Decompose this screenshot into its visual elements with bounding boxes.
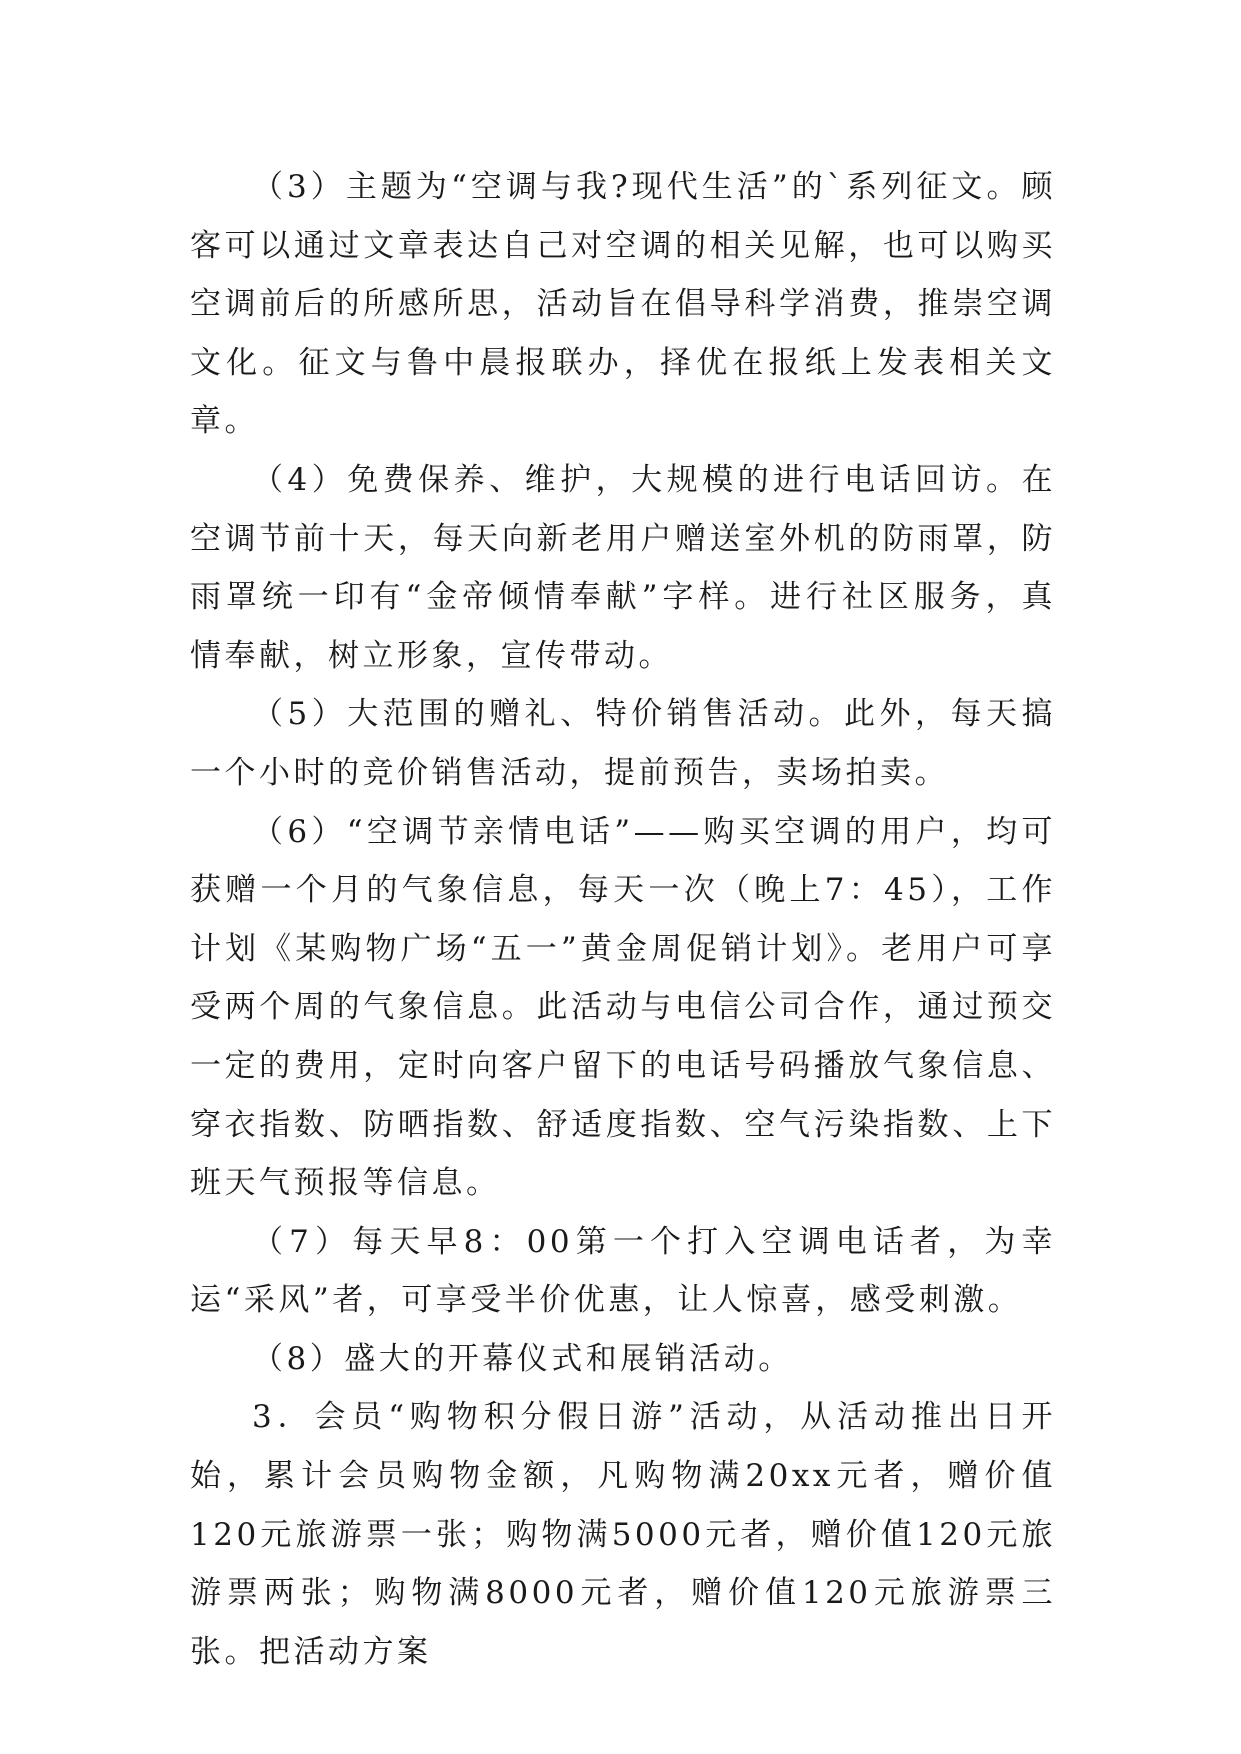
paragraph-5: （5）大范围的赠礼、特价销售活动。此外，每天搞一个小时的竞价销售活动，提前预告，卖场拍卖。 <box>190 696 1056 791</box>
document-body <box>190 158 1056 1681</box>
paragraph-8: （8）盛大的开幕仪式和展销活动。 <box>252 1340 793 1377</box>
paragraph-6: （6）“空调节亲情电话”——购买空调的用户，均可获赠一个月的气象信息，每天一次（晚上7：45），工作计划《某购物广场“五一”黄金周促销计划》。老用户可享受两个周的气象信息。此活动与电信公司合作，通过预交一定的费用，定时向客户留下的电话号码播放气象信息、穿衣指数、防晒指数、舒适度指数、空气污染指数、上下班天气预报等信息。 <box>190 813 1056 1202</box>
paragraph-member-points: 3．会员“购物积分假日游”活动，从活动推出日开始，累计会员购物金额，凡购物满20xx元者，赠价值120元旅游票一张；购物满5000元者，赠价值120元旅游票两张；购物满8000元者，赠价值120元旅游票三张。把活动方案 <box>190 1399 1056 1670</box>
paragraph-4: （4）免费保养、维护，大规模的进行电话回访。在空调节前十天，每天向新老用户赠送室外机的防雨罩，防雨罩统一印有“金帝倾情奉献”字样。进行社区服务，真情奉献，树立形象，宣传带动。 <box>190 461 1056 674</box>
paragraph-7: （7）每天早8：00第一个打入空调电话者，为幸运“采风”者，可享受半价优惠，让人惊喜，感受刺激。 <box>190 1223 1056 1319</box>
paragraph-3: （3）主题为“空调与我?现代生活”的`系列征文。顾客可以通过文章表达自己对空调的相关见解，也可以购买空调前后的所感所思，活动旨在倡导科学消费，推崇空调文化。征文与鲁中晨报联办，择优在报纸上发表相关文章。 <box>190 169 1056 440</box>
